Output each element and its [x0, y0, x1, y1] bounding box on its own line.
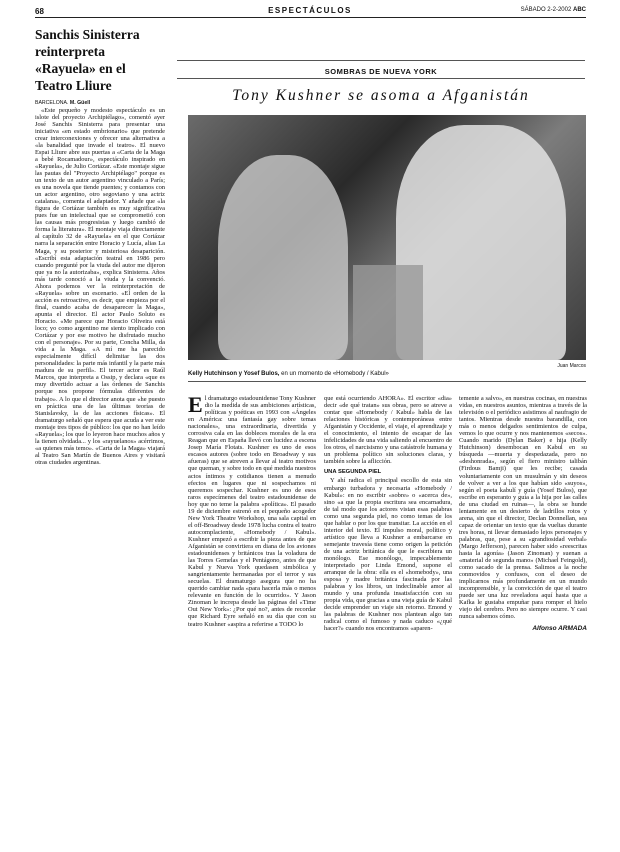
- byline: BARCELONA. M. Güell: [35, 100, 91, 106]
- feature-text: temente a salvo», en nuestras cocinas, en nuestras vidas, en nuestros asuntos, mientras a través de la televisión o el periódico asistimos al naufragio de tantos. Mientras desde nuestra barandilla, con más o menos delgados sentimientos de culpa, vemos lo que ocurre y nos mantenemos «secos». Cuando marido (Dylan Baker) e hija (Kelly Hutchinson) desembocan en Kabul en su búsqueda —muerta y despedazada, pero no «deshonrada», según el fiero ministro talibán (Firdous Bamji) que les recibe; casada voluntariamente con un musulmán y sin deseos de volver a ver a los que habían sido «suyos», según el poeta kabulí y guía (Yosef Bulos), que escribe en esperanto y guía a la hija por las calles de una ciudad en ruinas—, la obra se hunde lentamente en un desierto de ladrillos rotos y arena, sin que el director, Declan Donnellan, sea capaz de orientar un texto que da vueltas durante tres horas, ni llevar demasiado lejos personajes y palabras, que, pese a su «grandiosidad verbal» (Margo Jefferson), parecen haber sido «reescritas hasta la agonía» (Jason Zinoman) y suenan a «material de segunda mano» (Michael Feingold), como sacado de la prensa. Salimos a la noche conmovidos y confusos, con el deseo de implicarnos más profundamente en un mundo incomprensible, y la convicción de que el teatro puede ser una luz reveladora aquí hasta que a Kafka le gustaba empuñar para romper el hielo viejo del cerebro. Pero no siempre ocurre. Y casi nunca sabemos cómo.: [459, 395, 587, 621]
- feature-photo: [188, 115, 586, 360]
- feature-column-3: [459, 395, 587, 632]
- feature-text: Y ahí radica el principal escollo de esta sin embargo turbadora y necesaria «Homebody / Kabul»: en no escribir «sobre» o «acerca de», sino «a que la propia escritura sea encarnadura, de tal modo que los actores vistan esas palabras como una segunda piel, no como temas de los que hablar o por los que transitar. La acción en el interior del texto. El impulso moral, político y artístico que lleva a Kushner a embarcarse en semejante travesía tiene como origen la petición de una actriz británica de que le escribiera un monólogo. Ese monólogo, impecablemente interpretado por Linda Emond, supone el arranque de la obra: ella es el «homebody», una esposa y madre británica fascinada por las palabras y los libros, un indeclinable amor al mundo y una profunda insatisfacción con su propia vida, que gracias a una vieja guía de Kabul decide emprender un viaje sin retorno. Emond y las palabras de Kushner nos plantean algo tan radical como el fumoso y nada caduco «¿qué hacer?» cuando nos encontramos «aparen-: [324, 477, 452, 633]
- drop-cap: E: [188, 392, 203, 417]
- author-signature: Alfonso ARMADA: [532, 624, 587, 632]
- photo-credit: Juan Marcos: [557, 363, 586, 369]
- header-rule: [35, 17, 586, 18]
- sidebar-article: [35, 26, 165, 466]
- feature-column-2: [324, 395, 452, 633]
- sidebar-body: «Este pequeño y modesto espectáculo es un islote del proyecto Archipiélago», comentó ayer José Sanchis Sinisterra para presentar una iniciativa «en estado embrionario» que pretende crear interconexiones y ofrecer una alternativa a «la banalidad que invade el teatro». El nuevo Espai Lliure abre sus puertas a «Carta de la Maga a bebé Rocamadour», espectáculo inspirado en «Rayuela», de Julio Cortázar. «Este montaje sigue las pautas del "Proyecto Archipiélago" porque es un texto de un autor argentino vinculado a París; es una novela que tiende puentes; y contamos con un actor argentino, otro segoviano y una actriz catalana», comenta el adaptador. Y añade que «la figura de Cortázar también es muy significativa pues fue un intelectual que se comprometió con las causas más progresistas y luego cambió de forma la literatura». El montaje viaja directamente al capítulo 32 de «Rayuela» en el que Cortázar narra la separación entre Horacio y Lucía, alias La Maga, y su posterior y misteriosa desaparición. «Escribí esta adaptación teatral en 1986 pero cuando pregunté por la viuda del autor me dijeron que ya no la autorizaba», explica Sinisterra. Años más tarde conoció a la viuda y la convenció. Ahora podemos ver la reinterpretación de «Rayuela» sobre un escenario. «El orden de la acción es retroactivo, es decir, que empieza por el final, cuando acaba de desaparecer la Maga», apunta el director. El actor Paulo Soluto es Horacio. «Me parece que Horacio Oliveira está loco; yo como argentino me siento implicado con Cortázar y por ese motivo he disfrutado mucho con el personaje». Por su parte, Concha Milla, da vida a la Maga. «A mí me ha parecido especialmente difícil delimitar las dos personalidades: la parte más infantil y la parte más madura de su perfil». El tercer actor es Raúl Marcos, que interpreta a Ossip, y declara «que es muy divertido actuar a las órdenes de Sanchis porque nos propone fórmulas diferentes de trabajo». A lo que el director anota que «he puesto en práctica una de las últimas teorías de Stanislavsky, la de las acciones físicas». El dramaturgo señaló que espera que acuda a ver este montaje tres tipos de público: los que no han leído «Rayuela»; los que lo leyeron hace muchos años y la tienen olvidada... y los «rayuelanos» acérrimos, «a quienes más temo». «Carta de la Maga» viajará al Teatro San Martín de Buenos Aires y visitará otras ciudades argentinas.: [35, 106, 165, 466]
- sidebar-title: Sanchis Sinisterra reinterpreta «Rayuela» en el Teatro Lliure: [35, 27, 140, 93]
- page-number: 68: [35, 7, 44, 16]
- feature-column-1: [188, 392, 316, 628]
- subheading: UNA SEGUNDA PIEL: [324, 469, 382, 476]
- caption-rule: [188, 381, 586, 382]
- section-title: ESPECTÁCULOS: [268, 6, 352, 15]
- feature-text: que está ocurriendo AHORA». El escritor «dia» decir «de qué tratan» sus obras, pero se atreve a contar que «Homebody / Kabul» habla de las relaciones históricas y contemporáneas entre Afganistán y Occidente, el viaje, el aprendizaje y el conocimiento, el intento de escapar de las infelicidades de una vida saliendo al encuentro de los otros, el narcisismo y una catástrofe humana y un problema político sin soluciones claras, y también sobre la aflicción.: [324, 395, 452, 466]
- kicker-rule: [177, 78, 585, 79]
- feature-text: l dramaturgo estadounidense Tony Kushner dio la medida de sus ambiciones artísticas, políticas y poéticas en 1993 con «Ángeles en América: una fantasía gay sobre temas nacionales», una extraordinaria, divertida y corrosiva cala en las dobleces morales de la era Reagan que en España llevó con lucidez a escena Josep María Flotats. Kushner es uno de esos escasos autores (sobre todo en Broadway y sus afueras) que se atreven a llevar al teatro motivos que queman, y sobre todo en qué medida nuestros actos íntimos y cotidianos tienen a menudo efectos en lugares que ni sospechamos ni queremos sospechar. Kushner es uno de esos raros especímenes del teatro estadounidense de hoy que no teme la palabra «política». El pasado 19 de diciembre estrenó en el pequeño acogedor New York Theatre Workshop, una sala capital en el off-Broadway desde 1978 lucha contra el teatro autocomplaciente, «Homebody / Kabul». Kushner empezó a escribir la pieza antes de que Afganistán se convirtiera en diana de los aviones estadounidenses y británicos tras la voladura de las Torres Gemelas y el Pentágono, antes de que Kabul y Nueva York quedasen simbólica y sangrientamente hermanadas por el terror y sus secuelas. El dramaturgo asegura que no ha querido cambiar nada «para hacerla más o menos relevante en función de lo ocurrido». Y Jason Zinoman le increpa desde las páginas del «Time Out New York»: ¿Por qué no?, antes de recordar que Richard Eyre señaló en su día que con su teatro Kushner «aspira a referirse a TODO lo: [188, 395, 316, 628]
- page-header: [0, 0, 620, 20]
- feature-headline: Tony Kushner se asoma a Afganistán: [232, 87, 530, 104]
- feature-kicker: SOMBRAS DE NUEVA YORK: [324, 67, 438, 76]
- issue-date: SÁBADO 2-2-2002 ABC: [520, 7, 586, 13]
- photo-caption: Kelly Hutchinson y Yosef Bulos, en un momento de «Homebody / Kabul»: [188, 371, 389, 377]
